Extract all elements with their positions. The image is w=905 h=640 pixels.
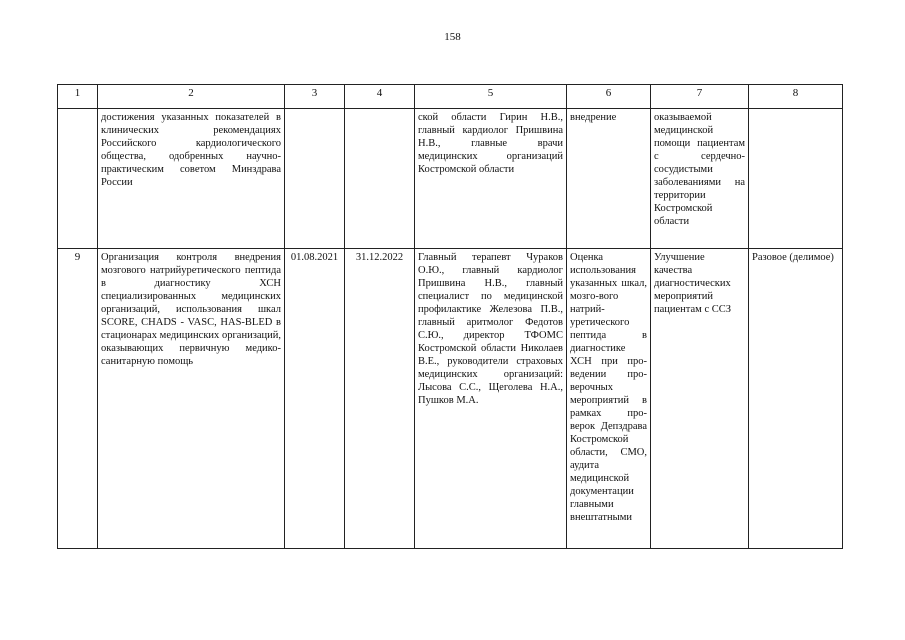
measures-table xyxy=(57,84,843,549)
end-date-cell xyxy=(345,109,415,249)
table-row xyxy=(58,249,843,549)
header-cell: 8 xyxy=(749,85,843,109)
header-cell: 5 xyxy=(415,85,567,109)
activity-cell: Организация контроля внедрения мозгового натрийуретического пептида в диагностику ХСН специализированных медицинских организаций, использования шкал SCORE, CHADS - VASC, HAS-BLED в стационарах медицинских организаций, оказывающих первичную медико-санитарную помощь xyxy=(98,249,285,549)
header-cell: 3 xyxy=(285,85,345,109)
row-number-cell xyxy=(58,109,98,249)
responsible-cell: ской области Гирин Н.В., главный кардиолог Пришвина Н.В., главные врачи медицинских организаций Костромской области xyxy=(415,109,567,249)
type-cell xyxy=(749,109,843,249)
start-date-cell: 01.08.2021 xyxy=(285,249,345,549)
header-cell: 1 xyxy=(58,85,98,109)
responsible-cell: Главный терапевт Чураков О.Ю., главный кардиолог Пришвина Н.В., главный специалист по медицинской профилактике Железова П.В., главный аритмолог Федотов С.Ю., директор ТФОМС Костромской области Николаев В.Е., руководители страховых медицинских организаций: Лысова С.С., Щеголева Н.А., Пушков М.А. xyxy=(415,249,567,549)
result-cell: Улучшение качества диагностических мероприятий пациентам с ССЗ xyxy=(651,249,749,549)
characteristic-cell: Оценка использования указанных шкал, мозго-вого натрий-уретического пептида в диагностике ХСН при про-ведении про-верочных мероприятий в рамках про-верок Депздрава Костромской области, СМО, аудита медицинской документации главными внештатными xyxy=(567,249,651,549)
header-cell: 6 xyxy=(567,85,651,109)
header-cell: 2 xyxy=(98,85,285,109)
row-number-cell: 9 xyxy=(58,249,98,549)
type-cell: Разовое (делимое) xyxy=(749,249,843,549)
result-cell: оказываемой медицинской помощи пациентам с сердечно-сосудистыми заболеваниями на территории Костромской области xyxy=(651,109,749,249)
table-row xyxy=(58,109,843,249)
end-date-cell: 31.12.2022 xyxy=(345,249,415,549)
characteristic-cell: внедрение xyxy=(567,109,651,249)
header-cell: 7 xyxy=(651,85,749,109)
table-header-row xyxy=(58,85,843,109)
start-date-cell xyxy=(285,109,345,249)
header-cell: 4 xyxy=(345,85,415,109)
page-number: 158 xyxy=(444,31,461,43)
activity-cell: достижения указанных показателей в клинических рекомендациях Российского кардиологического общества, одобренных научно-практическим советом Минздрава России xyxy=(98,109,285,249)
